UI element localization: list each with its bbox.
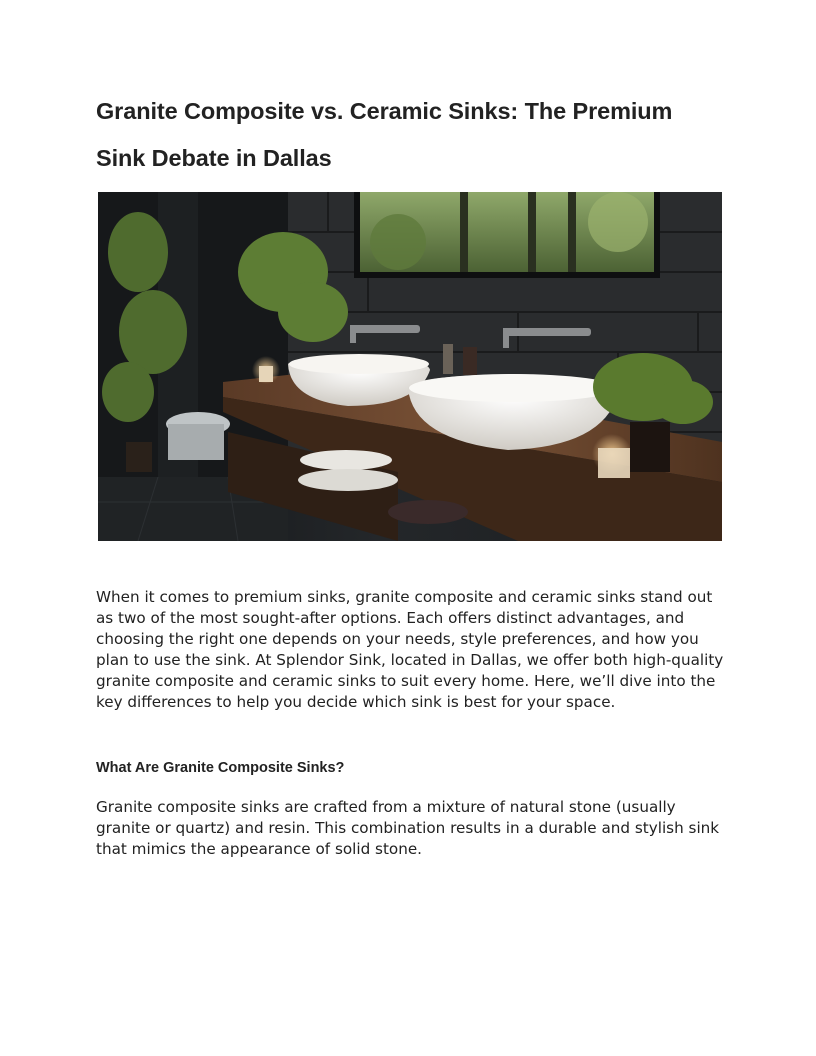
section-heading: What Are Granite Composite Sinks?	[96, 760, 345, 776]
page-title: Granite Composite vs. Ceramic Sinks: The Premium Sink Debate in Dallas	[96, 98, 673, 171]
section-paragraph: Granite composite sinks are crafted from a mixture of natural stone (usually granite or quartz) and resin. This combination results in a durable and stylish sink that mimics the appearance of solid stone.	[96, 798, 720, 858]
hero-image	[98, 192, 722, 541]
intro-paragraph: When it comes to premium sinks, granite composite and ceramic sinks stand out as two of the most sought-after options. Each offers distinct advantages, and choosing the right one depends on your needs, style preferences, and how you plan to use the sink. At Splendor Sink, located in Dallas, we offer both high-quality granite composite and ceramic sinks to suit every home. Here, we’ll dive into the key differences to help you decide which sink is best for your space.	[96, 588, 724, 711]
article	[96, 88, 726, 182]
